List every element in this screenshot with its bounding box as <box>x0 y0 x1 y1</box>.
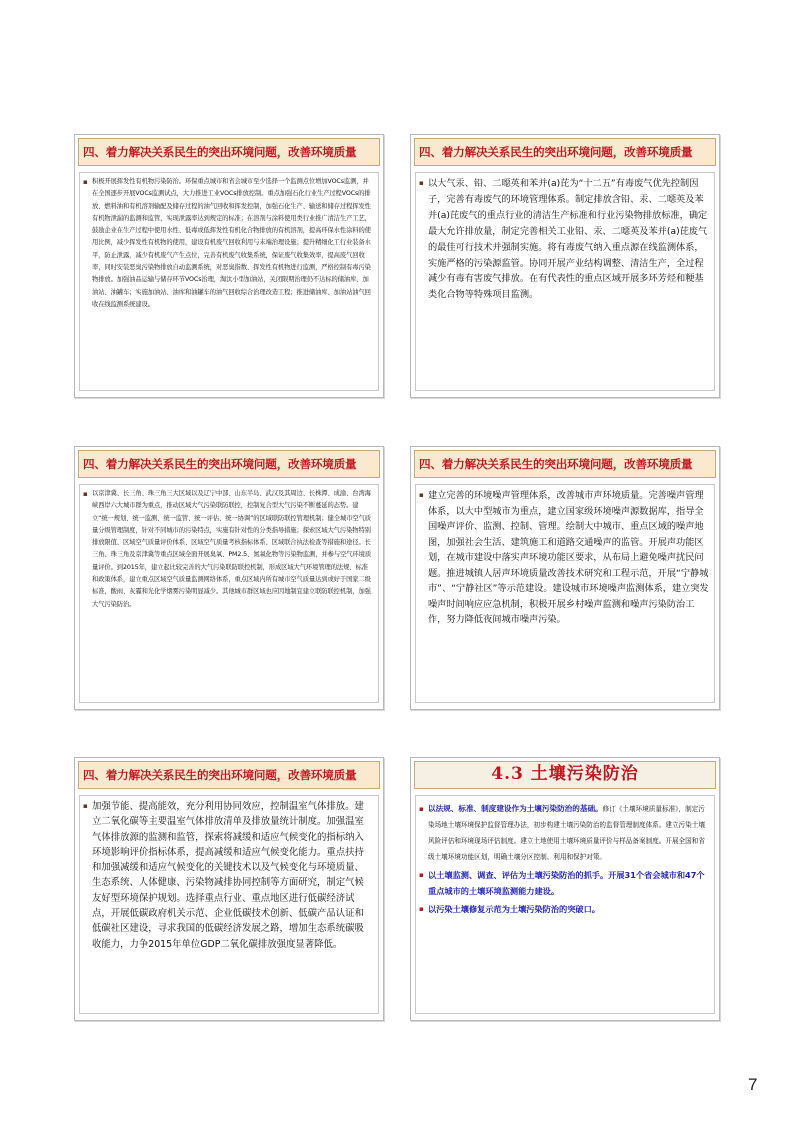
slide-3-paragraph <box>83 488 373 611</box>
bullet-icon: ▪ <box>83 802 88 810</box>
slide-6-title: 4.3 土壤污染防治 <box>414 761 716 789</box>
slide-4 <box>410 446 720 710</box>
slide-4-body <box>415 484 715 703</box>
slide-6-body <box>415 795 715 1014</box>
slide-3-title: 四、着力解决关系民生的突出环境问题，改善环境质量 <box>78 450 380 478</box>
slide-5 <box>74 757 384 1021</box>
bullet-icon: ▪ <box>419 805 424 813</box>
slide-5-text: 加强节能、提高能效，充分利用协同效应，控制温室气体排放。建立二氧化碳等主要温室气体排放清单及排放量统计制度。加强温室气体排放源的监测和监管，探索将减缓和适应气候变化的指标纳入环境影响评价指标体系，提高减缓和适应气候变化能力。重点扶持和加强减缓和适应气候变化的关键技术以及气候变化与环境质量、生态系统、人体健康、污染物减排协同控制等方面研究，制定气候友好型环境保护规划。选择重点行业、重点地区进行低碳经济试点，开展低碳政府机关示范、企业低碳技术创新、低碳产品认证和低碳社区建设，寻求我国的低碳经济发展之路，增加生态系统碳吸收能力，力争2015年单位GDP二氧化碳排放强度显著降低。 <box>92 801 364 950</box>
bullet-icon: ▪ <box>419 905 424 913</box>
slide-2-paragraph <box>419 176 709 303</box>
slide-6 <box>410 757 720 1021</box>
bullet-icon: ▪ <box>83 490 88 498</box>
slide-4-paragraph <box>419 488 709 628</box>
list-item-text: 以污染土壤修复示范为土壤污染防治的突破口。 <box>428 904 600 914</box>
bullet-icon: ▪ <box>83 178 88 186</box>
slide-1-paragraph <box>83 176 373 311</box>
slide-1-text: 积极开展挥发性有机物污染防治。环保重点城市和省会城市至少选择一个监测点位增加VOCs监测，并在全国逐步开展VOCs监测试点，大力推进工业VOCs排放控制。重点加强石化行业生产过程VOCs的排放、燃料油和有机溶剂输配及储存过程的油气回收和挥发控制，加强石化生产、输送和储存过程挥发性有机物泄漏的监测和监管，实现泄露率达到规定的标准；在溶剂与涂料使用类行业推广清洁生产工艺，鼓励企业在生产过程中使用水性、低毒或低挥发性有机化合物排放的有机溶剂，提高环保水性涂料的使用比例，减少挥发性有机物的使用，建设有机废气回收利用与末端治理设施；提升精细化工行业装备水平，防止泄露，减少有机废气产生点位，完善有机废气收集系统，保证废气收集效率，提高废气回收率，同时安装恶臭污染物排放自动监测系统，对恶臭指数、挥发性有机物进行监测，严格控制有毒污染物排放。加强油品运输与储存环节VOCs治理，淘汰小型加油站，关闭限期治理仍不达标的储油库、加油站、油罐车；实施加油站、油库和油罐车的油气回收综合治理改造工程；推进储油库、加油站油气回收在线监测系统建设。 <box>92 178 371 308</box>
list-item-lead: 以法规、标准、制度建设作为土壤污染防治的基础。 <box>428 804 603 813</box>
list-item <box>419 801 709 865</box>
slide-1-title: 四、着力解决关系民生的突出环境问题，改善环境质量 <box>78 138 380 166</box>
slide-5-body <box>79 795 379 1014</box>
list-item-text: 修订《土壤环境质量标准》，制定污染场地土壤环境保护监督管理办法，初步构建土壤污染防治的监督管理制度体系。建立污染土壤风险评估和环境现场评估制度。建立土地使用土壤环境质量评价与样品备案制度。开展全国和省级土壤环境功能区划，明确土壤分区控制、利用和保护对策。 <box>428 805 705 861</box>
list-item <box>419 902 709 918</box>
slide-1-body <box>79 172 379 391</box>
bullet-icon: ▪ <box>419 491 424 499</box>
slide-4-title: 四、着力解决关系民生的突出环境问题，改善环境质量 <box>414 450 716 478</box>
slide-5-title: 四、着力解决关系民生的突出环境问题，改善环境质量 <box>78 761 380 789</box>
list-item <box>419 868 709 899</box>
slide-3-body <box>79 484 379 703</box>
slide-4-text: 建立完善的环境噪声管理体系，改善城市声环境质量。完善噪声管理体系，以大中型城市为重点，建立国家级环境噪声源数据库，指导全国噪声评价、监测、控制、管理。绘制大中城市、重点区域的噪声地图，加强社会生活、建筑施工和道路交通噪声的监管。开展声功能区划，在城市建设中落实声环境功能区要求，从布局上避免噪声扰民问题。推进城镇人居声环境质量改善技术研究和工程示范，开展“宁静城市”、“宁静社区”等示范建设。建设城市环境噪声监测体系，建立突发噪声时间响应应急机制，积极开展乡村噪声监测和噪声污染防治工作，努力降低夜间城市噪声污染。 <box>428 490 709 625</box>
slide-5-paragraph <box>83 799 373 952</box>
slide-2-title: 四、着力解决关系民生的突出环境问题，改善环境质量 <box>414 138 716 166</box>
slide-2-text: 以大气汞、铅、二噁英和苯并(a)芘为“十二五”有毒废气优先控制因子，完善有毒废气的环境管理体系。制定排放含铅、汞、二噁英及苯并(a)芘废气的重点行业的清洁生产标准和行业污染物排放标准，确定最大允许排放量，制定完善相关工业铅、汞、二噁英及苯并(a)芘废气的最佳可行技术并强制实施。将有毒废气纳入重点源在线监测体系，实施严格的污染源监管。协同开展产业结构调整、清洁生产，全过程减少有毒有害废气排放。在有代表性的重点区域开展多环芳烃和粳基类化合物等特殊项目监测。 <box>428 178 708 301</box>
list-item-text: 以土壤监测、调查、评估为土壤污染防治的抓手。开展31个省会城市和47个重点城市的土壤环境监测能力建设。 <box>428 870 705 896</box>
slide-3 <box>74 446 384 710</box>
bullet-icon: ▪ <box>419 871 424 879</box>
slide-3-text: 以京津冀、长三角、珠三角三大区域以及辽宁中部、山东半岛、武汉及其周边、长株潭、成渝、台湾海峡西岸六大城市群为重点，推动区域大气污染联防联控，控制复合型大气污染不断蔓延的态势。建立“统一规划、统一监测、统一监管、统一评估、统一协调”的区域联防联控管理机制；健全城市空气质量分级管理制度，针对不同城市的污染特点，实施有针对性的分类指导措施；探索区域大气污染物特别排放限值、区域空气质量评价体系、区域空气质量考核指标体系、区域联合执法检查等措施和途径。长三角、珠三角及京津冀等重点区域全面开展臭氧、PM2.5、氮氧化物等污染物监测，并参与空气环境质量评价。到2015年，建立起比较完善的大气污染联防联控机制，形成区域大气环境管理的法规、标准和政策体系，建立重点区域空气质量监测网络体系，重点区域内所有城市空气质量达到或好于国家二级标准，酸雨、灰霾和光化学烟雾污染明显减少。其他城市群区域也应因地制宜建立联防联控机制，加强大气污染防治。 <box>92 490 372 608</box>
slide-2 <box>410 134 720 398</box>
bullet-icon: ▪ <box>419 179 424 187</box>
slide-1 <box>74 134 384 398</box>
slide-2-body <box>415 172 715 391</box>
page-number: 7 <box>748 1075 758 1094</box>
